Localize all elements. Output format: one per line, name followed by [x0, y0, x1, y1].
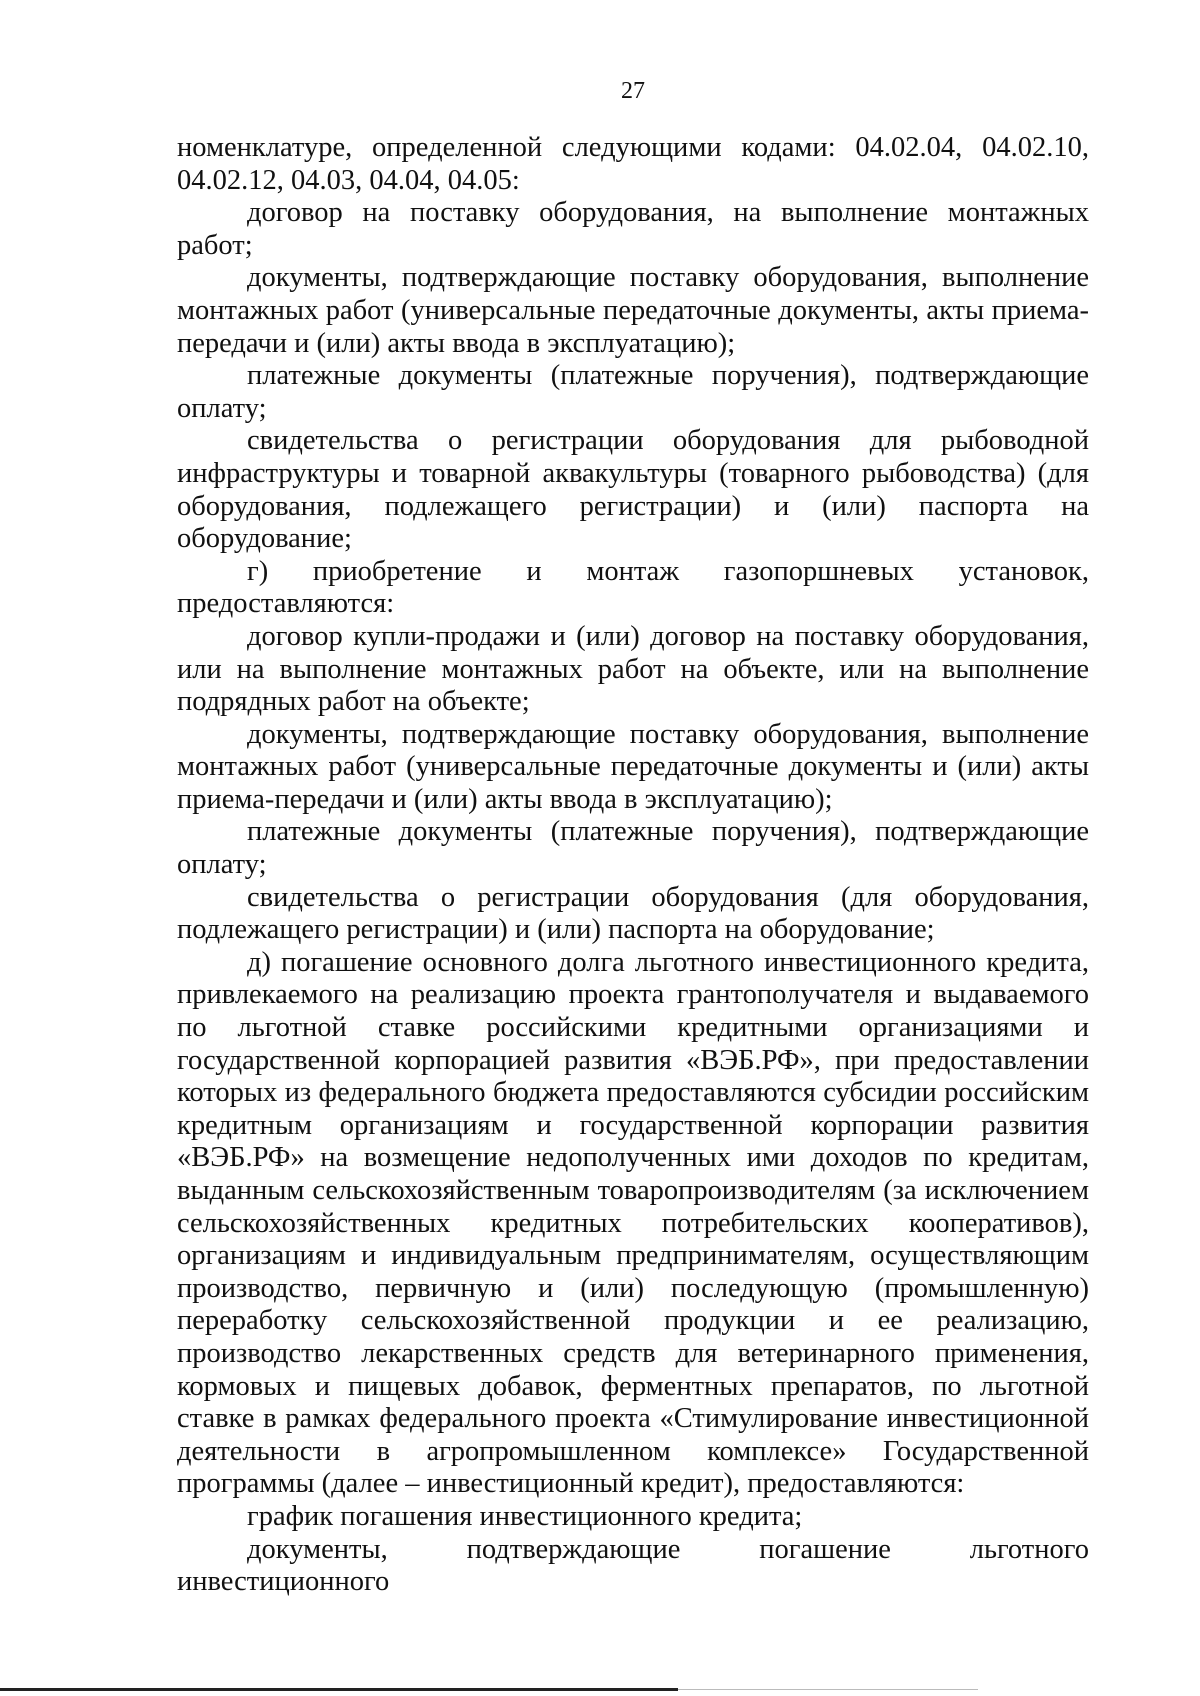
bottom-scan-line-tail [678, 1689, 978, 1690]
document-body [177, 132, 1089, 1599]
paragraph: документы, подтверждающие поставку оборудования, выполнение монтажных работ (универсальные передаточные документы и (или) акты приема-передачи и (или) акты ввода в эксплуатацию); [177, 718, 1089, 815]
paragraph: договор купли-продажи и (или) договор на поставку оборудования, или на выполнение монтажных работ на объекте, или на выполнение подрядных работ на объекте; [177, 620, 1089, 718]
paragraph: д) погашение основного долга льготного инвестиционного кредита, привлекаемого на реализацию проекта грантополучателя и выдаваемого по льготной ставке российскими кредитными организациями и государственной корпорацией развития «ВЭБ.РФ», при предоставлении которых из федерального бюджета предоставляются субсидии российским кредитным организациям и государственной корпорации развития «ВЭБ.РФ» на возмещение недополученных ими доходов по кредитам, выданным сельскохозяйственным товаропроизводителям (за исключением сельскохозяйственных кредитных потребительских кооперативов), организациям и индивидуальным предпринимателям, осуществляющим производство, первичную и (или) последующую (промышленную) переработку сельскохозяйственной продукции и ее реализацию, производство лекарственных средств для ветеринарного применения, кормовых и пищевых добавок, ферментных препаратов, по льготной ставке в рамках федерального проекта «Стимулирование инвестиционной деятельности в агропромышленном комплексе» Государственной программы (далее – инвестиционный кредит), предоставляются: [177, 946, 1089, 1500]
paragraph: свидетельства о регистрации оборудования для рыбоводной инфраструктуры и товарной аквакультуры (товарного рыбоводства) (для оборудования, подлежащего регистрации) и (или) паспорта на оборудование; [177, 425, 1089, 555]
paragraph: г) приобретение и монтаж газопоршневых установок, предоставляются: [177, 555, 1089, 620]
paragraph: график погашения инвестиционного кредита; [247, 1500, 803, 1532]
paragraph: договор на поставку оборудования, на выполнение монтажных работ; [177, 197, 1089, 261]
paragraph: платежные документы (платежные поручения), подтверждающие оплату; [177, 816, 1089, 881]
paragraph: свидетельства о регистрации оборудования (для оборудования, подлежащего регистрации) и (или) паспорта на оборудование; [177, 881, 1089, 946]
paragraph: документы, подтверждающие поставку оборудования, выполнение монтажных работ (универсальные передаточные документы, акты приема-передачи и (или) акты ввода в эксплуатацию); [177, 262, 1089, 359]
paragraph: номенклатуре, определенной следующими кодами: 04.02.04, 04.02.10, 04.02.12, 04.03, 04.04, 04.05: [177, 132, 1089, 196]
paragraph: документы, подтверждающие погашение льготного инвестиционного [177, 1533, 1089, 1598]
page-number: 27 [621, 78, 645, 104]
bottom-scan-line [0, 1688, 678, 1691]
paragraph: платежные документы (платежные поручения), подтверждающие оплату; [177, 360, 1089, 424]
